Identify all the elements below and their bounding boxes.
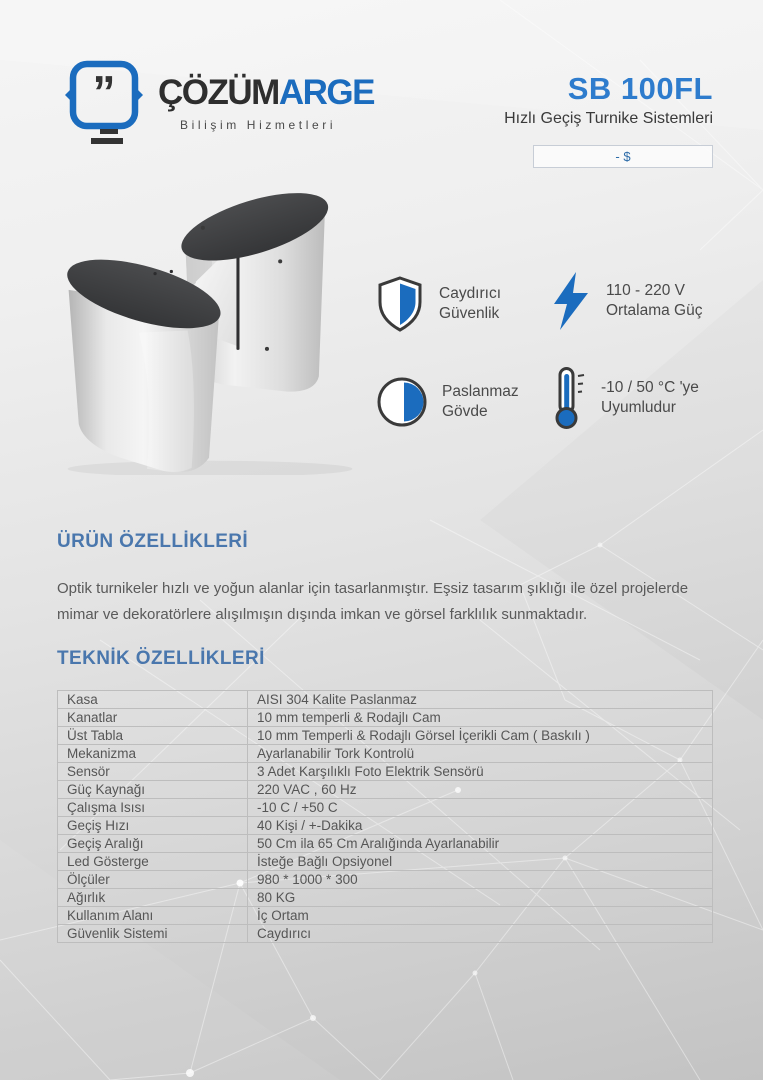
spec-row	[58, 817, 713, 835]
feature-line: -10 / 50 °C 'ye	[601, 378, 699, 396]
spec-value: İsteğe Bağlı Opsiyonel	[248, 853, 713, 871]
feature-line: Ortalama Güç	[606, 302, 703, 319]
feature-line: Caydırıcı	[439, 284, 502, 302]
feature-label	[601, 378, 699, 419]
spec-row	[58, 709, 713, 727]
feature-power	[550, 272, 702, 330]
spec-value: 10 mm temperli & Rodajlı Cam	[248, 709, 713, 727]
feature-temperature	[551, 366, 699, 430]
spec-row	[58, 925, 713, 943]
spec-row	[58, 691, 713, 709]
spec-label: Geçiş Hızı	[58, 817, 248, 835]
brand-name	[158, 75, 374, 110]
tech-specs-table	[57, 690, 713, 943]
brand-name-primary: ÇÖZÜM	[158, 73, 279, 112]
spec-row	[58, 781, 713, 799]
spec-row	[58, 727, 713, 745]
spec-value: Ayarlanabilir Tork Kontrolü	[248, 745, 713, 763]
spec-row	[58, 745, 713, 763]
spec-row	[58, 853, 713, 871]
feature-line: Güvenlik	[439, 305, 500, 322]
feature-line: 110 - 220 V	[606, 281, 685, 299]
spec-value: 980 * 1000 * 300	[248, 871, 713, 889]
shield-icon	[375, 276, 425, 332]
spec-label: Kanatlar	[58, 709, 248, 727]
spec-row	[58, 835, 713, 853]
spec-label: Ölçüler	[58, 871, 248, 889]
product-model-title: SB 100FL	[567, 71, 713, 106]
feature-label	[606, 281, 702, 322]
spec-label: Güvenlik Sistemi	[58, 925, 248, 943]
product-subtitle: Hızlı Geçiş Turnike Sistemleri	[504, 110, 713, 128]
spec-label: Çalışma Isısı	[58, 799, 248, 817]
tech-specs-body	[58, 691, 713, 943]
feature-line: Paslanmaz	[442, 382, 519, 400]
spec-label: Üst Tabla	[58, 727, 248, 745]
spec-value: 80 KG	[248, 889, 713, 907]
feature-label	[439, 284, 501, 325]
price-label: - $	[615, 149, 631, 165]
brand-name-accent: ARGE	[278, 73, 374, 112]
spec-value: 40 Kişi / +-Dakika	[248, 817, 713, 835]
stainless-icon	[376, 376, 428, 428]
lightning-icon	[550, 272, 592, 330]
feature-label	[442, 382, 519, 423]
spec-row	[58, 871, 713, 889]
thermometer-icon	[551, 366, 587, 430]
spec-label: Mekanizma	[58, 745, 248, 763]
spec-label: Led Gösterge	[58, 853, 248, 871]
section-title-tech-specs: TEKNİK ÖZELLİKLERİ	[57, 648, 265, 669]
brand-logo	[58, 55, 374, 151]
spec-label: Sensör	[58, 763, 248, 781]
spec-label: Geçiş Aralığı	[58, 835, 248, 853]
feature-line: Gövde	[442, 403, 488, 420]
section-title-product-features: ÜRÜN ÖZELLİKLERİ	[57, 531, 249, 552]
spec-label: Ağırlık	[58, 889, 248, 907]
spec-row	[58, 907, 713, 925]
spec-label: Kasa	[58, 691, 248, 709]
product-header	[373, 72, 713, 168]
feature-stainless	[376, 376, 519, 428]
spec-value: -10 C / +50 C	[248, 799, 713, 817]
spec-value: 220 VAC , 60 Hz	[248, 781, 713, 799]
spec-value: 10 mm Temperli & Rodajlı Görsel İçerikli Cam ( Baskılı )	[248, 727, 713, 745]
price-box	[533, 145, 713, 168]
spec-value: 3 Adet Karşılıklı Foto Elektrik Sensörü	[248, 763, 713, 781]
spec-value: Caydırıcı	[248, 925, 713, 943]
svg-text:”: ”	[92, 66, 116, 118]
brand-tagline: Bilişim Hizmetleri	[180, 118, 337, 132]
spec-label: Kullanım Alanı	[58, 907, 248, 925]
spec-value: 50 Cm ila 65 Cm Aralığında Ayarlanabilir	[248, 835, 713, 853]
spec-row	[58, 799, 713, 817]
product-description: Optik turnikeler hızlı ve yoğun alanlar için tasarlanmıştır. Eşsiz tasarım şıklığı ile özel projelerde mimar ve dekoratörlere alışılmışın dışında imkan ve görsel farklılık sunmaktadır.	[57, 580, 689, 623]
feature-security	[375, 276, 501, 332]
spec-value: AISI 304 Kalite Paslanmaz	[248, 691, 713, 709]
spec-value: İç Ortam	[248, 907, 713, 925]
spec-row	[58, 763, 713, 781]
spec-label: Güç Kaynağı	[58, 781, 248, 799]
feature-line: Uyumludur	[601, 399, 676, 416]
spec-row	[58, 889, 713, 907]
turnstile-product-image	[55, 180, 365, 475]
brand-monitor-icon	[58, 55, 150, 151]
